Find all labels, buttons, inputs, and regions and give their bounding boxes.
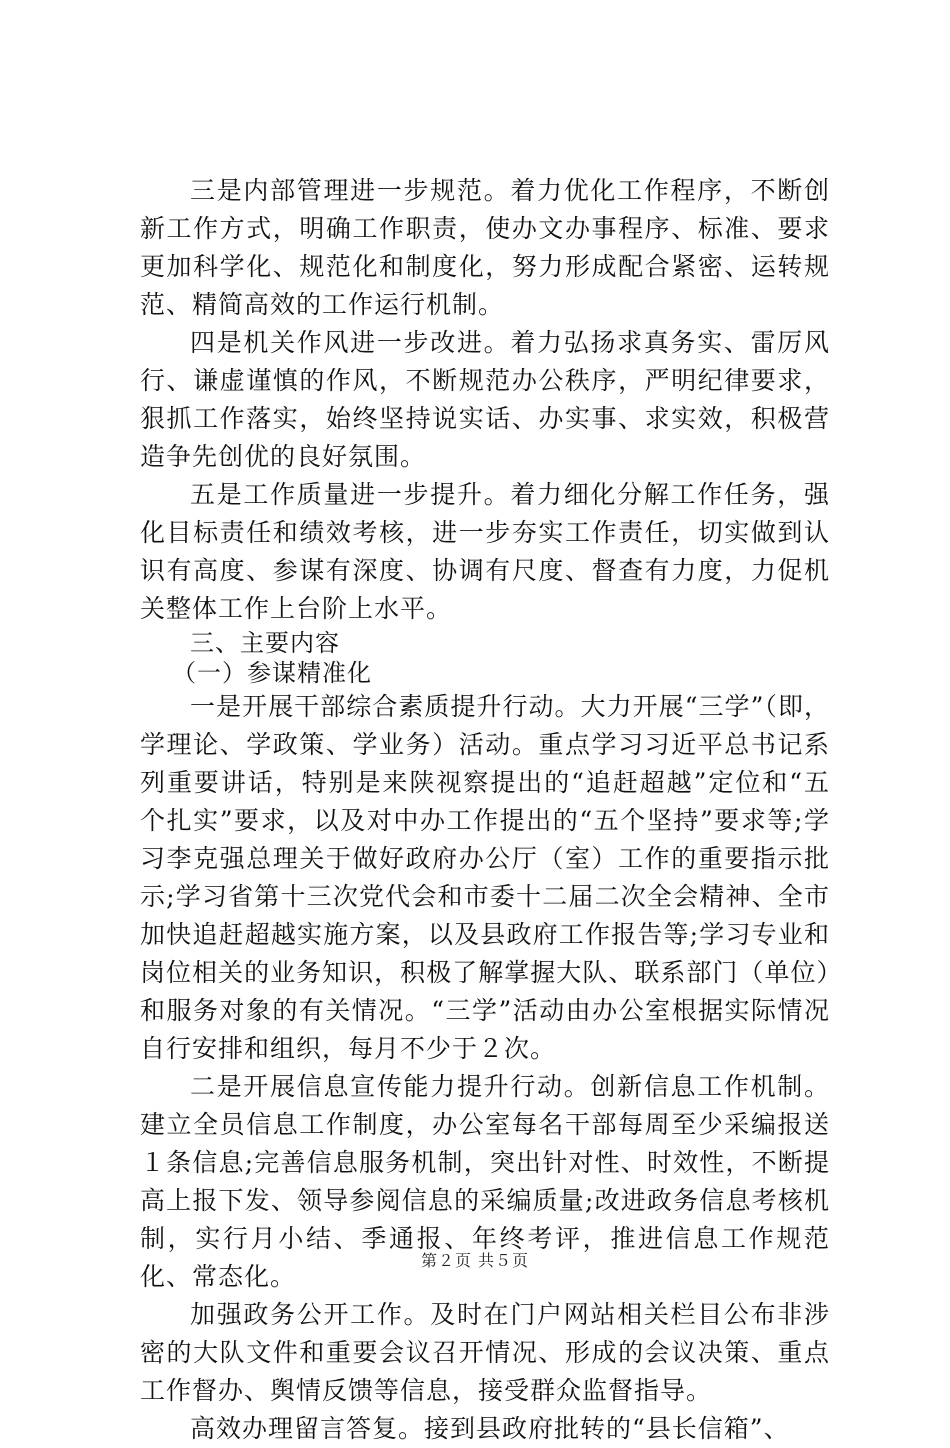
- paragraph-cadre-quality: 一是开展干部综合素质提升行动。大力开展“三学”（即，学理论、学政策、学业务）活动。重点学习习近平总书记系列重要讲话，特别是来陕视察提出的“追赶超越”定位和“五个扎实”要求，以及对中办工作提出的“五个坚持”要求等;学习李克强总理关于做好政府办公厅（室）工作的重要指示批示;学习省第十三次党代会和市委十二届二次全会精神、全市加快追赶超越实施方案，以及县政府工作报告等;学习专业和岗位相关的业务知识，积极了解掌握大队、联系部门（单位）和服务对象的有关情况。“三学”活动由办公室根据实际情况自行安排和组织，每月不少于２次。: [140, 692, 830, 1063]
- paragraph-work-style: 四是机关作风进一步改进。着力弘扬求真务实、雷厉风行、谦虚谨慎的作风，不断规范办公秩序，严明纪律要求，狠抓工作落实，始终坚持说实话、办实事、求实效，积极营造争先创优的良好氛围。: [140, 328, 830, 471]
- paragraph-internal-management: 三是内部管理进一步规范。着力优化工作程序，不断创新工作方式，明确工作职责，使办文办事程序、标准、要求更加科学化、规范化和制度化，努力形成配合紧密、运转规范、精简高效的工作运行机制。: [140, 176, 830, 319]
- page-footer: 第２页 共５页: [420, 1251, 530, 1270]
- paragraph-message-reply: 高效办理留言答复。接到县政府批转的“县长信箱”、: [190, 1414, 790, 1443]
- paragraph-work-quality: 五是工作质量进一步提升。着力细化分解工作任务，强化目标责任和绩效考核，进一步夯实工作责任，切实做到认识有高度、参谋有深度、协调有尺度、督查有力度，力促机关整体工作上台阶上水平。: [140, 480, 830, 623]
- subsection-heading: （一）参谋精准化: [172, 659, 372, 687]
- paragraph-government-disclosure: 加强政务公开工作。及时在门户网站相关栏目公布非涉密的大队文件和重要会议召开情况、形成的会议决策、重点工作督办、舆情反馈等信息，接受群众监督指导。: [140, 1300, 830, 1405]
- section-heading: 三、主要内容: [190, 629, 340, 657]
- paragraph-information-publicity: 二是开展信息宣传能力提升行动。创新信息工作机制。建立全员信息工作制度，办公室每名干部每周至少采编报送１条信息;完善信息服务机制，突出针对性、时效性，不断提高上报下发、领导参阅信息的采编质量;改进政务信息考核机制，实行月小结、季通报、年终考评，推进信息工作规范化、常态化。: [140, 1072, 830, 1291]
